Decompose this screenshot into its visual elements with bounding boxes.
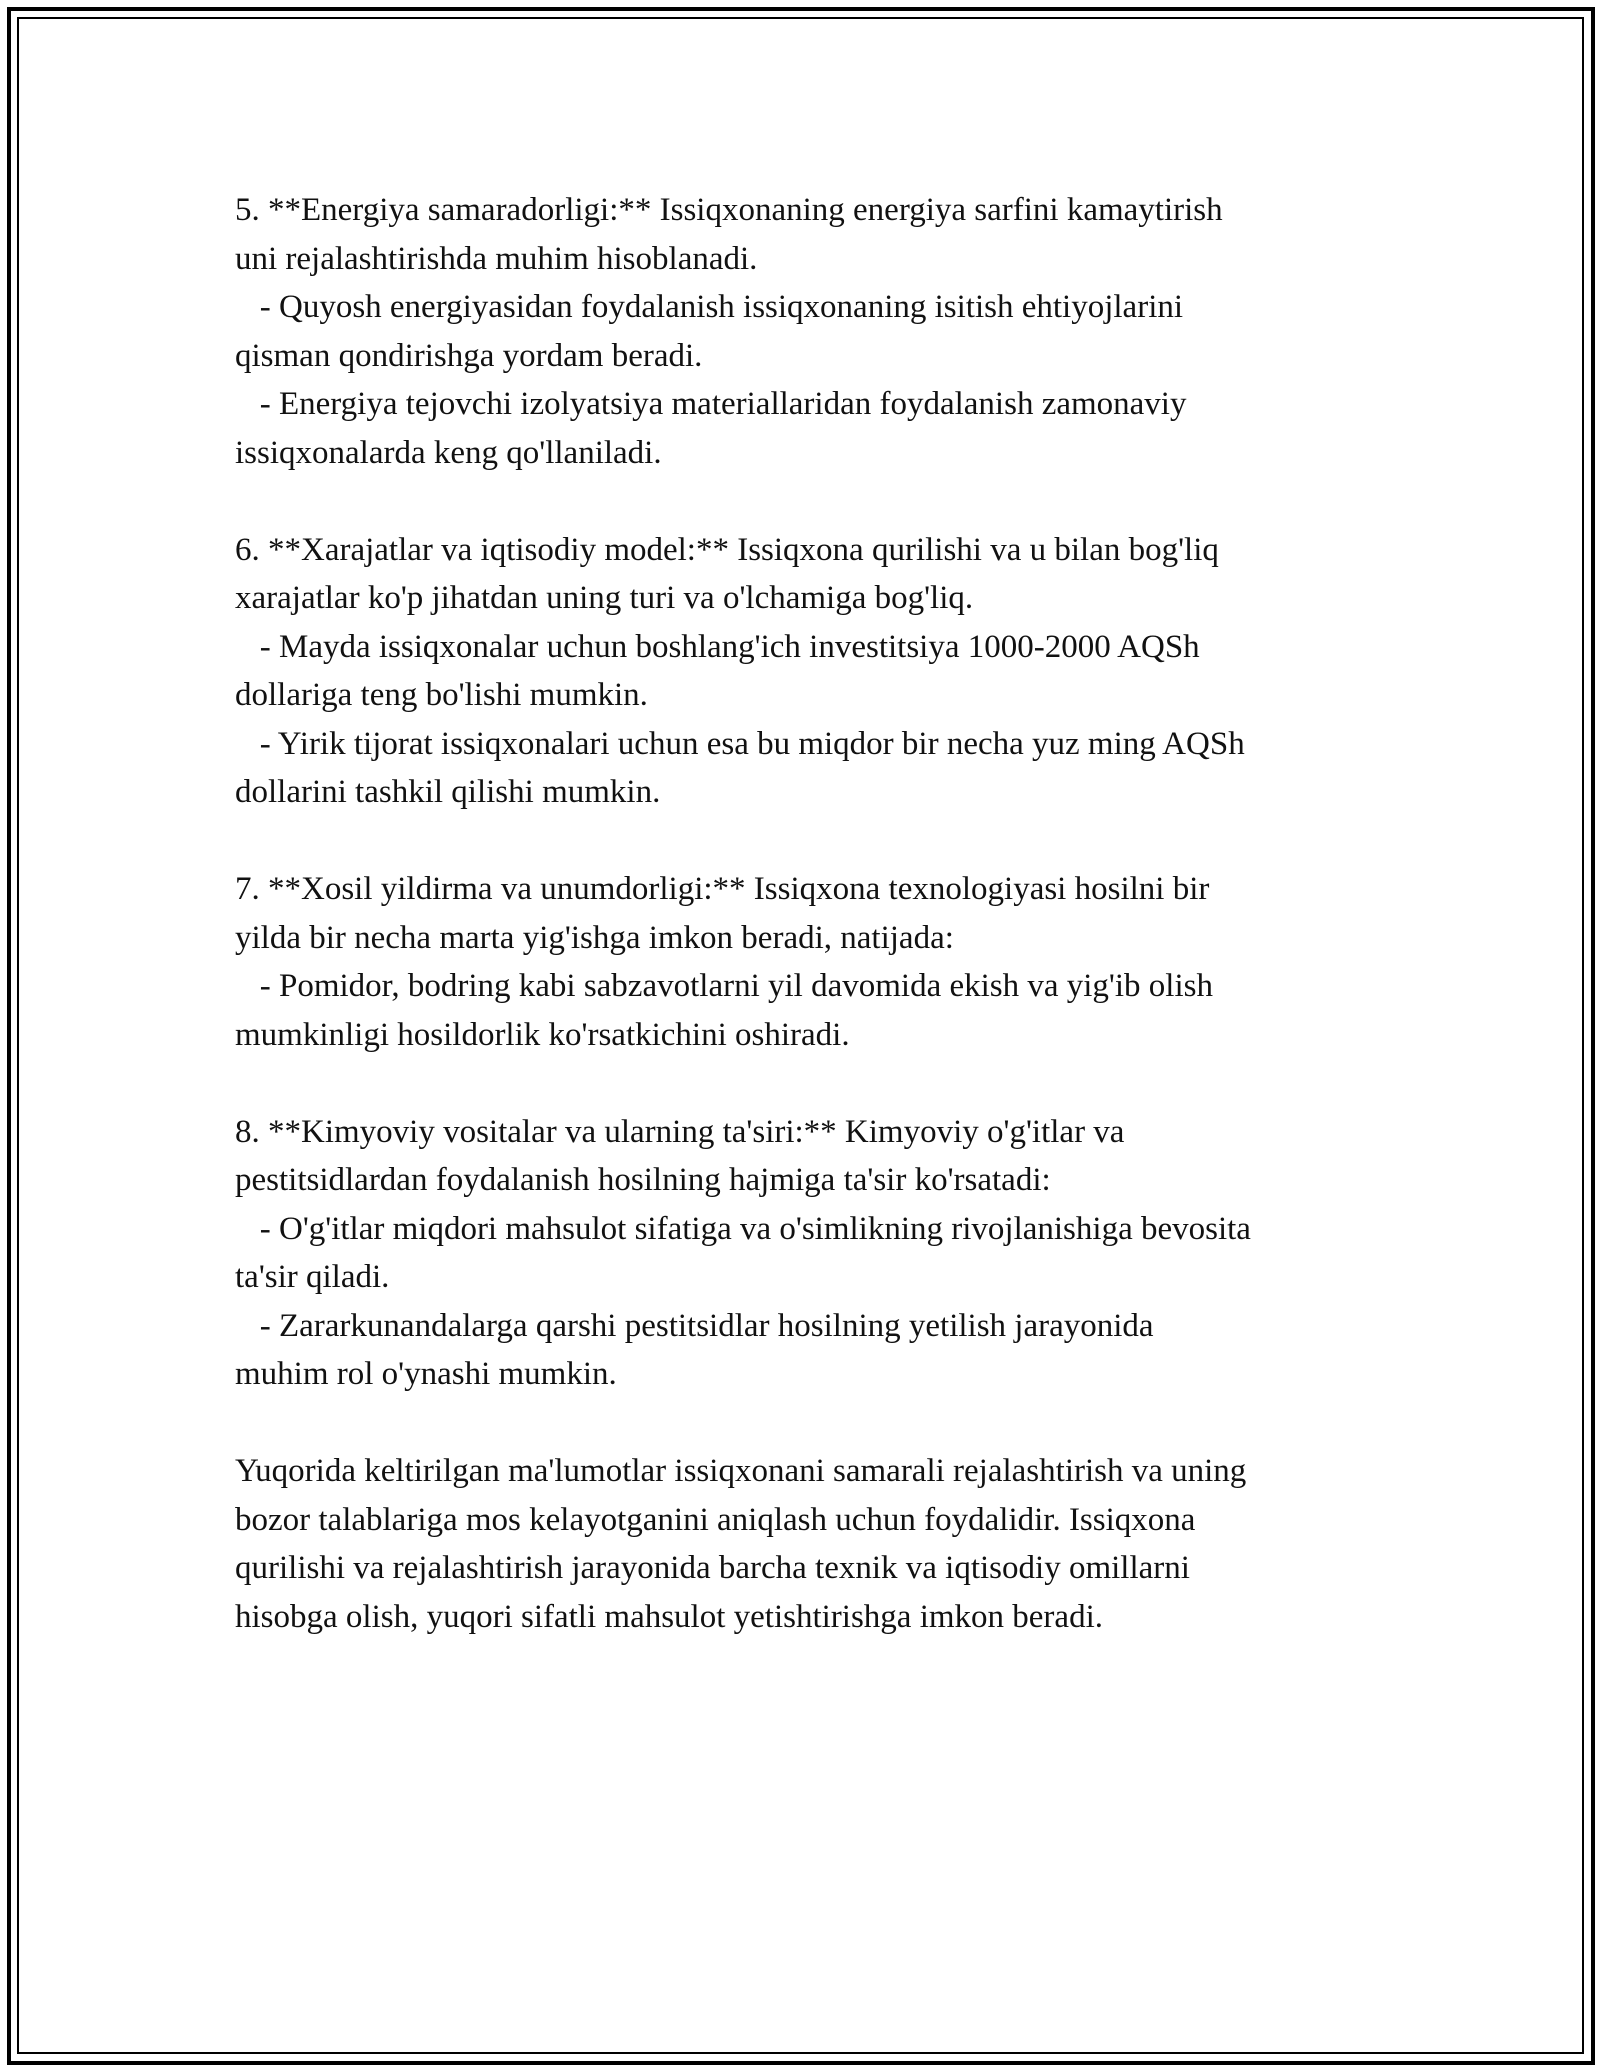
- text-line: - Zararkunandalarga qarshi pestitsidlar hosilning yetilish jarayonida: [235, 1307, 1154, 1344]
- section-conclusion: [235, 1447, 1385, 1641]
- text-line: - Yirik tijorat issiqxonalari uchun esa bu miqdor bir necha yuz ming AQSh: [235, 725, 1245, 762]
- text-line: Yuqorida keltirilgan ma'lumotlar issiqxonani samarali rejalashtirish va uning: [235, 1453, 1247, 1489]
- text-line: pestitsidlardan foydalanish hosilning hajmiga ta'sir ko'rsatadi:: [235, 1162, 1051, 1198]
- text-line: mumkinligi hosildorlik ko'rsatkichini oshiradi.: [235, 1016, 850, 1053]
- section-yield-productivity: [235, 865, 1385, 1059]
- text-line: issiqxonalarda keng qo'llaniladi.: [235, 434, 662, 471]
- text-line: 8. **Kimyoviy vositalar va ularning ta'siri:** Kimyoviy o'g'itlar va: [235, 1113, 1125, 1150]
- document-body: [235, 186, 1385, 1690]
- text-line: 6. **Xarajatlar va iqtisodiy model:** Issiqxona qurilishi va u bilan bog'liq: [235, 531, 1219, 568]
- text-line: yilda bir necha marta yig'ishga imkon beradi, natijada:: [235, 919, 954, 956]
- text-line: - O'g'itlar miqdori mahsulot sifatiga va o'simlikning rivojlanishiga bevosita: [235, 1210, 1251, 1247]
- text-line: xarajatlar ko'p jihatdan uning turi va o'lchamiga bog'liq.: [235, 580, 974, 616]
- text-line: dollariga teng bo'lishi mumkin.: [235, 677, 648, 713]
- text-line: - Mayda issiqxonalar uchun boshlang'ich investitsiya 1000-2000 AQSh: [235, 628, 1200, 665]
- text-line: dollarini tashkil qilishi mumkin.: [235, 774, 661, 810]
- section-costs-economic-model: [235, 526, 1385, 817]
- text-line: - Pomidor, bodring kabi sabzavotlarni yil davomida ekish va yig'ib olish: [235, 968, 1213, 1004]
- text-line: ta'sir qiladi.: [235, 1259, 390, 1295]
- section-energy-efficiency: [235, 186, 1385, 477]
- text-line: hisobga olish, yuqori sifatli mahsulot yetishtirishga imkon beradi.: [235, 1598, 1103, 1635]
- text-line: bozor talablariga mos kelayotganini aniqlash uchun foydalidir. Issiqxona: [235, 1501, 1196, 1538]
- text-line: qisman qondirishga yordam beradi.: [235, 337, 703, 374]
- text-line: muhim rol o'ynashi mumkin.: [235, 1356, 617, 1392]
- text-line: 5. **Energiya samaradorligi:** Issiqxonaning energiya sarfini kamaytirish: [235, 192, 1223, 228]
- text-line: - Energiya tejovchi izolyatsiya materiallaridan foydalanish zamonaviy: [235, 386, 1187, 422]
- section-chemicals: [235, 1108, 1385, 1399]
- text-line: uni rejalashtirishda muhim hisoblanadi.: [235, 240, 758, 277]
- text-line: - Quyosh energiyasidan foydalanish issiqxonaning isitish ehtiyojlarini: [235, 289, 1184, 325]
- text-line: qurilishi va rejalashtirish jarayonida barcha texnik va iqtisodiy omillarni: [235, 1550, 1190, 1586]
- text-line: 7. **Xosil yildirma va unumdorligi:** Issiqxona texnologiyasi hosilni bir: [235, 871, 1210, 907]
